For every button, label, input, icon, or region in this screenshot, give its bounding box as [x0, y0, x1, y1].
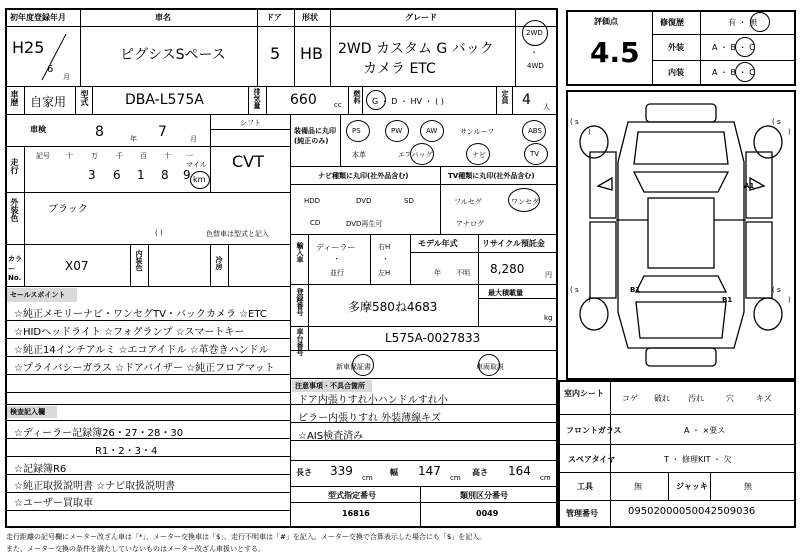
import-dot-1: ・ [333, 255, 340, 263]
car-name: ピグシスSペース [120, 47, 226, 63]
record-line-1: ☆ディーラー記録簿26・27・28・30 [14, 428, 184, 439]
diagram-paren-bl2: ) [588, 296, 591, 304]
sales-point-1: ☆HIDヘッドライト ☆フォグランプ ☆スマートキー [14, 327, 245, 338]
capacity-unit: 人 [543, 103, 550, 111]
seat-option-0: コゲ [622, 394, 638, 403]
sales-point-3: ☆プライバシーガラス ☆ドアバイザー ☆純正フロアマット [14, 363, 275, 374]
notes-header: 注意事項・不具合箇所 [292, 380, 372, 392]
damage-diagram [566, 90, 796, 380]
class-label: 類別区分番号 [460, 491, 508, 500]
note-line-1: ドア内張りすれ小ハンドルすれ小 [298, 395, 448, 406]
drive-dot: ・ [530, 48, 538, 57]
record-line-5: ☆ユーザー買取車 [14, 498, 93, 509]
odo-unit-0: 記号 [36, 152, 50, 160]
class-value: 0049 [476, 509, 499, 518]
tv-fullseg: フルセグ [454, 198, 482, 206]
note-line-2: ピラー内張りすれ 外装薄線キズ [298, 413, 441, 424]
equipment-item-3: サンルーフ [460, 128, 495, 136]
registration-label: 登録番号 [296, 288, 304, 316]
nav-dvd: DVD [356, 197, 372, 205]
model-value: DBA-L575A [125, 92, 204, 108]
diagram-paren-tr2: ) [788, 128, 791, 136]
shift-label: シフト [240, 119, 261, 127]
seat-option-1: 破れ [654, 394, 670, 403]
import-label: 輸入車 [296, 242, 304, 263]
chassis-value: L575A-0027833 [385, 331, 481, 345]
footer-note-2: また、メーター交換の条件を満たしていないものはメーター改ざん車扱いとする。 [6, 545, 265, 553]
odo-digit-4: 9 [183, 168, 191, 182]
nav-dvd-play: DVD再生可 [346, 220, 383, 228]
seat-option-4: キズ [756, 394, 772, 403]
drive-4wd: 4WD [527, 62, 544, 70]
odo-mile-label: マイル [186, 161, 207, 169]
tv-analog: アナログ [456, 220, 484, 228]
odo-digit-2: 1 [137, 168, 145, 182]
equipment2-item-0: 本革 [352, 151, 366, 159]
sales-point-2: ☆純正14インチアルミ ☆エコアイドル ☆革巻きハンドル [14, 345, 269, 356]
car-name-label: 車名 [155, 13, 171, 22]
record-line-4: ☆純正取扱説明書 ☆ナビ取扱説明書 [14, 481, 176, 492]
import-lh: 左H [378, 269, 391, 277]
color-code: X07 [65, 259, 89, 273]
inspection-month-unit: 月 [190, 135, 197, 143]
width-unit: cm [450, 474, 461, 482]
jack-label: ジャッキ [676, 482, 708, 491]
tv-oneseg: ワンセグ [511, 198, 539, 206]
body-shape: HB [300, 44, 324, 63]
diagram-paren-br2: ) [788, 296, 791, 304]
odo-digit-3: 8 [161, 168, 169, 182]
tv-types-header: TV種類に丸印(社外品含む) [448, 172, 535, 180]
import-parallel: 並行 [330, 269, 344, 277]
equipment-item-2: AW [426, 127, 438, 135]
height-value: 164 [508, 464, 531, 478]
capacity-value: 4 [522, 92, 531, 108]
airbag-circle [410, 143, 434, 165]
odo-unit-4: 百 [140, 152, 147, 160]
usage-value: 自家用 [30, 95, 67, 109]
odo-digit-1: 6 [113, 168, 121, 182]
equipment-label: 装備品に丸印(純正のみ) [294, 127, 336, 145]
diagram-mark-b1-right: B1 [722, 296, 733, 304]
equipment2-item-1: エアバッグ [398, 151, 433, 159]
odo-unit-5: 十 [164, 152, 171, 160]
fuel-label: 燃料 [353, 90, 361, 104]
max-load-label: 最大積載量 [488, 289, 523, 297]
seat-option-2: 汚れ [688, 394, 704, 403]
displacement-unit: cc [334, 101, 342, 109]
interior-grades: A ・ B ・ C [712, 68, 755, 77]
tools-label: 工具 [577, 482, 593, 491]
model-year-label: モデル年式 [418, 239, 458, 248]
model-label: 型式 [80, 90, 89, 106]
nav-hdd: HDD [304, 197, 321, 205]
odo-digit-0: 3 [88, 168, 96, 182]
length-label: 長さ [296, 468, 312, 477]
odo-km: km [193, 175, 206, 184]
equipment-item-4: ABS [528, 127, 542, 135]
tools-value: 無 [634, 482, 642, 491]
records-header: 検査記入欄 [7, 406, 57, 418]
score-label: 評価点 [594, 17, 618, 26]
ac-label: 冷房 [215, 256, 223, 270]
type-cert-label: 型式指定番号 [328, 491, 376, 500]
color-note: 色替車は型式と記入 [206, 230, 269, 238]
odo-unit-6: 一 [186, 152, 193, 160]
model-year-unit: 年 [434, 269, 441, 277]
sales-points-header: セールスポイント [7, 288, 77, 302]
nav-types-header: ナビ種類に丸印(社外品含む) [318, 172, 409, 180]
diagram-paren-tr: ( s [772, 118, 781, 126]
recycle-value: 8,280 [490, 262, 525, 276]
manual-label: 車両取説 [476, 363, 504, 371]
diagram-paren-tl: ( s [570, 118, 579, 126]
color-label: 外装色 [10, 198, 19, 222]
diagram-paren-br: ( s [772, 286, 781, 294]
sales-point-0: ☆純正メモリーナビ・ワンセグTV・バックカメラ ☆ETC [14, 309, 267, 320]
width-label: 幅 [390, 468, 398, 477]
grade-line1: 2WD カスタム G バック [338, 41, 494, 57]
glass-label: フロントガラス [566, 426, 622, 435]
spare-label: スペアタイヤ [568, 455, 616, 464]
usage-label: 車歴 [10, 90, 19, 106]
chassis-label: 車台番号 [296, 328, 304, 356]
diagram-mark-b1-left: B1 [630, 286, 641, 294]
import-dot-2: ・ [382, 255, 389, 263]
first-reg-era: H25 [12, 38, 45, 57]
capacity-label: 定員 [501, 90, 509, 104]
width-value: 147 [418, 464, 441, 478]
inspection-year: 8 [95, 124, 104, 140]
grade-label: グレード [405, 13, 437, 22]
interior-color-label: 内装色 [135, 250, 143, 271]
doors-label: ドア [266, 13, 282, 22]
nav-sd: SD [404, 197, 414, 205]
doors-value: 5 [270, 44, 281, 63]
odo-unit-2: 万 [91, 152, 98, 160]
repair-options: 有 ・ 無 [728, 18, 758, 27]
model-year-unknown: 不明 [456, 269, 470, 277]
note-line-3: ☆AIS検査済み [298, 431, 364, 442]
color-note-paren: ( ) [155, 229, 163, 237]
recycle-label: リサイクル預託金 [482, 239, 545, 248]
equipment2-item-2: ナビ [472, 151, 486, 159]
displacement-value: 660 [290, 92, 317, 108]
nav-cd: CD [310, 219, 321, 227]
registration-value: 多摩580ね4683 [348, 300, 438, 314]
repair-label: 修復歴 [660, 18, 684, 27]
color-code-label: カラーNo. [8, 255, 22, 282]
height-unit: cm [540, 474, 551, 482]
exterior-label: 外装 [668, 43, 684, 52]
drive-2wd: 2WD [526, 29, 543, 37]
first-reg-label: 初年度登録年月 [10, 13, 66, 22]
footer-note-1: 走行距離の記号欄にメーター改ざん車は「*」、メーター交換車は「$」、走行不明車は「#」を記入。メーター交換で合算表示した場合にも「$」を記入。 [6, 533, 487, 541]
record-line-2: R1・2・3・4 [95, 446, 158, 457]
spare-options: T ・ 修理KIT ・ 欠 [664, 455, 732, 464]
control-label: 管理番号 [566, 509, 598, 518]
new-reg-label: 新車保証書 [336, 363, 371, 371]
fuel-options: G ・ D ・ HV ・ ( ) [372, 97, 444, 106]
import-dealer: ディーラー [316, 243, 356, 252]
first-reg-month: 6 [47, 64, 54, 75]
length-unit: cm [362, 474, 373, 482]
inspection-label: 車検 [30, 125, 46, 134]
score-value: 4.5 [590, 36, 640, 69]
body-label: 形状 [302, 13, 318, 22]
odo-unit-1: 十 [66, 152, 73, 160]
car-outline-diagram [568, 92, 794, 378]
jack-value: 無 [744, 482, 752, 491]
record-line-3: ☆記録簿R6 [14, 464, 67, 475]
grade-line2: カメラ ETC [363, 61, 436, 77]
equipment-item-1: PW [391, 127, 403, 135]
max-load-unit: kg [544, 314, 553, 322]
import-rh: 右H [378, 243, 391, 251]
length-value: 339 [330, 464, 353, 478]
color-value: ブラック [48, 204, 88, 215]
diagram-paren-tl2: ) [588, 128, 591, 136]
control-value: 09502000050042509036 [628, 506, 756, 517]
type-cert-value: 16816 [342, 509, 370, 518]
odo-label: 走行 [10, 158, 19, 174]
recycle-unit: 円 [545, 271, 552, 279]
exterior-grades: A ・ B ・ C [712, 43, 755, 52]
equipment-item-0: PS [352, 127, 361, 135]
equipment2-item-3: TV [530, 150, 540, 158]
seat-option-3: 穴 [726, 394, 734, 403]
inspection-month: 7 [158, 124, 167, 140]
glass-options: A ・ ×要ス [684, 426, 726, 435]
odo-unit-3: 千 [116, 152, 123, 160]
diagram-mark-a1: A1 [744, 182, 755, 190]
height-label: 高さ [472, 468, 488, 477]
seat-label: 室内シート [564, 389, 604, 398]
diagram-paren-bl: ( s [570, 286, 579, 294]
displacement-label: 排気量 [253, 88, 261, 109]
shift-value: CVT [232, 152, 264, 171]
interior-label: 内装 [668, 68, 684, 77]
inspection-year-unit: 年 [130, 135, 137, 143]
month-unit: 月 [63, 73, 70, 81]
